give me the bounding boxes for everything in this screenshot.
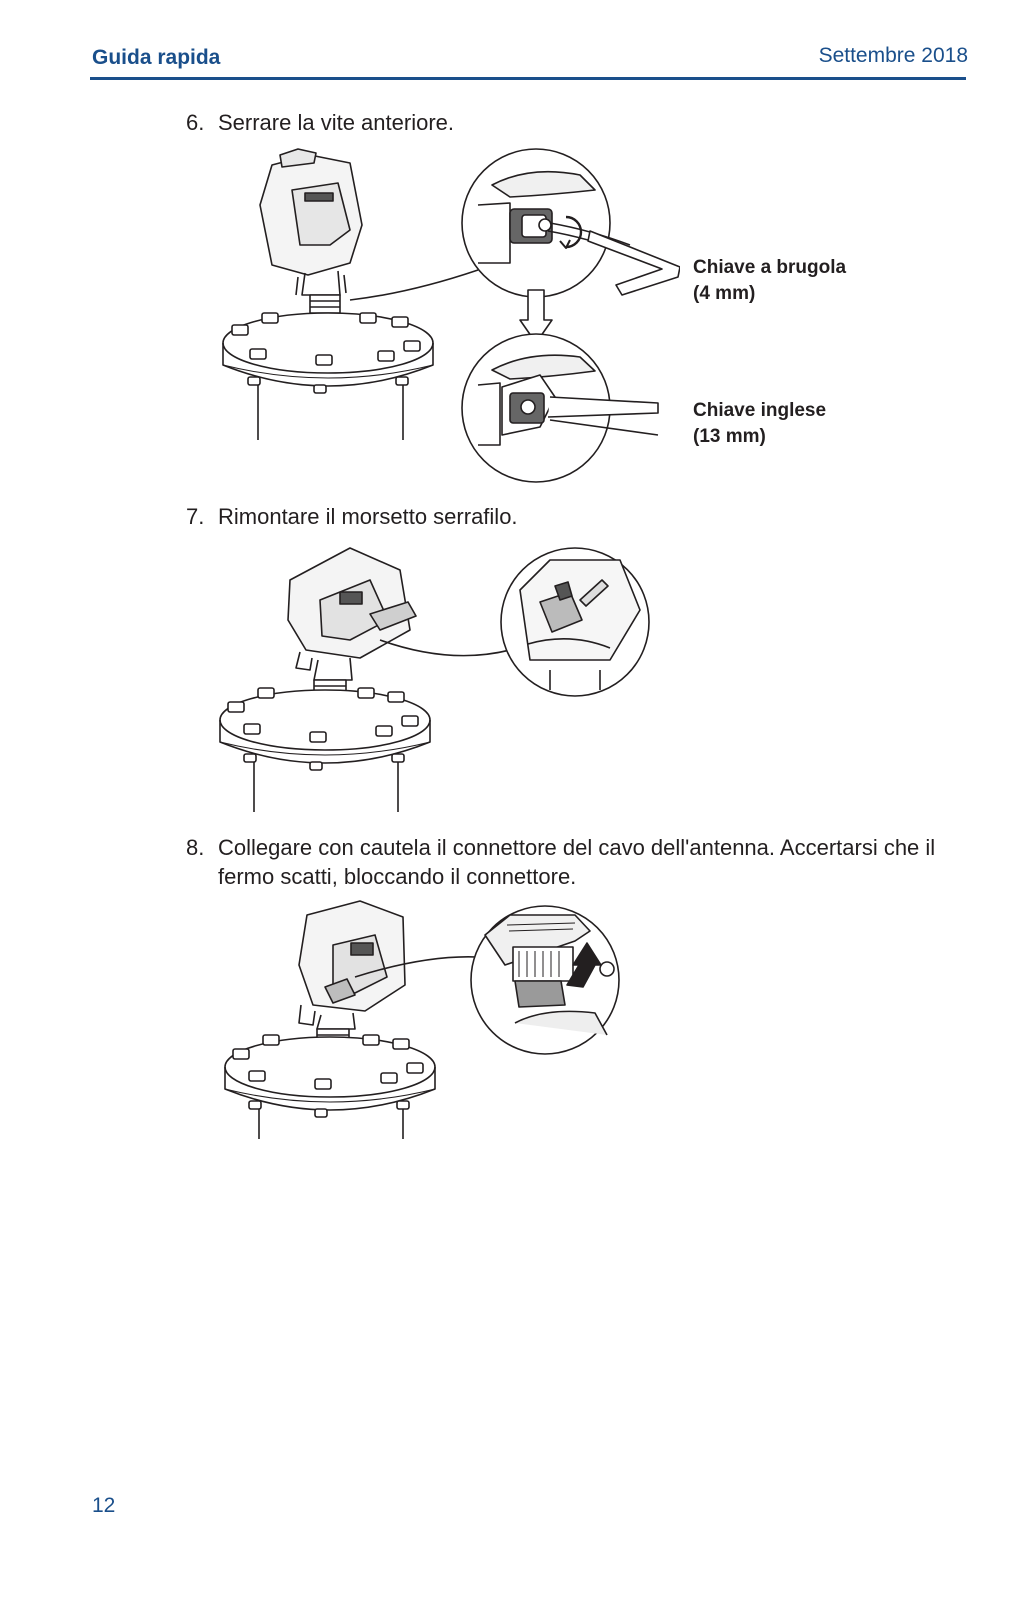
- callout-hex-key: [693, 255, 846, 307]
- figure-cable-clamp: [210, 540, 655, 820]
- callout-wrench-line1: Chiave inglese: [693, 400, 827, 421]
- callout-wrench: [693, 398, 826, 450]
- front-screw-illustration: [210, 145, 680, 490]
- step-7: [186, 502, 946, 531]
- step-text: Rimontare il morsetto serrafilo.: [218, 504, 518, 529]
- step-number: 8.: [186, 835, 205, 860]
- antenna-connector-illustration: [215, 895, 635, 1145]
- step-number: 6.: [186, 110, 205, 135]
- callout-hex-key-line1: Chiave a brugola: [693, 257, 847, 278]
- page-number: 12: [92, 1494, 116, 1517]
- figure-antenna-connector: [215, 895, 635, 1145]
- cable-clamp-illustration: [210, 540, 655, 820]
- callout-hex-key-line2: (4 mm): [693, 283, 756, 304]
- running-header-date: Settembre 2018: [818, 44, 968, 67]
- step-number: 7.: [186, 504, 205, 529]
- callout-wrench-line2: (13 mm): [693, 426, 766, 447]
- figure-front-screw-tightening: [210, 145, 680, 490]
- step-6: [186, 108, 946, 137]
- step-text: Serrare la vite anteriore.: [218, 110, 454, 135]
- step-text: Collegare con cautela il connettore del cavo dell'antenna. Accertarsi che il fermo scatti, bloccando il connettore.: [218, 835, 936, 889]
- step-8: [186, 833, 946, 891]
- running-header-title: Guida rapida: [92, 46, 221, 69]
- header-divider: [90, 77, 966, 80]
